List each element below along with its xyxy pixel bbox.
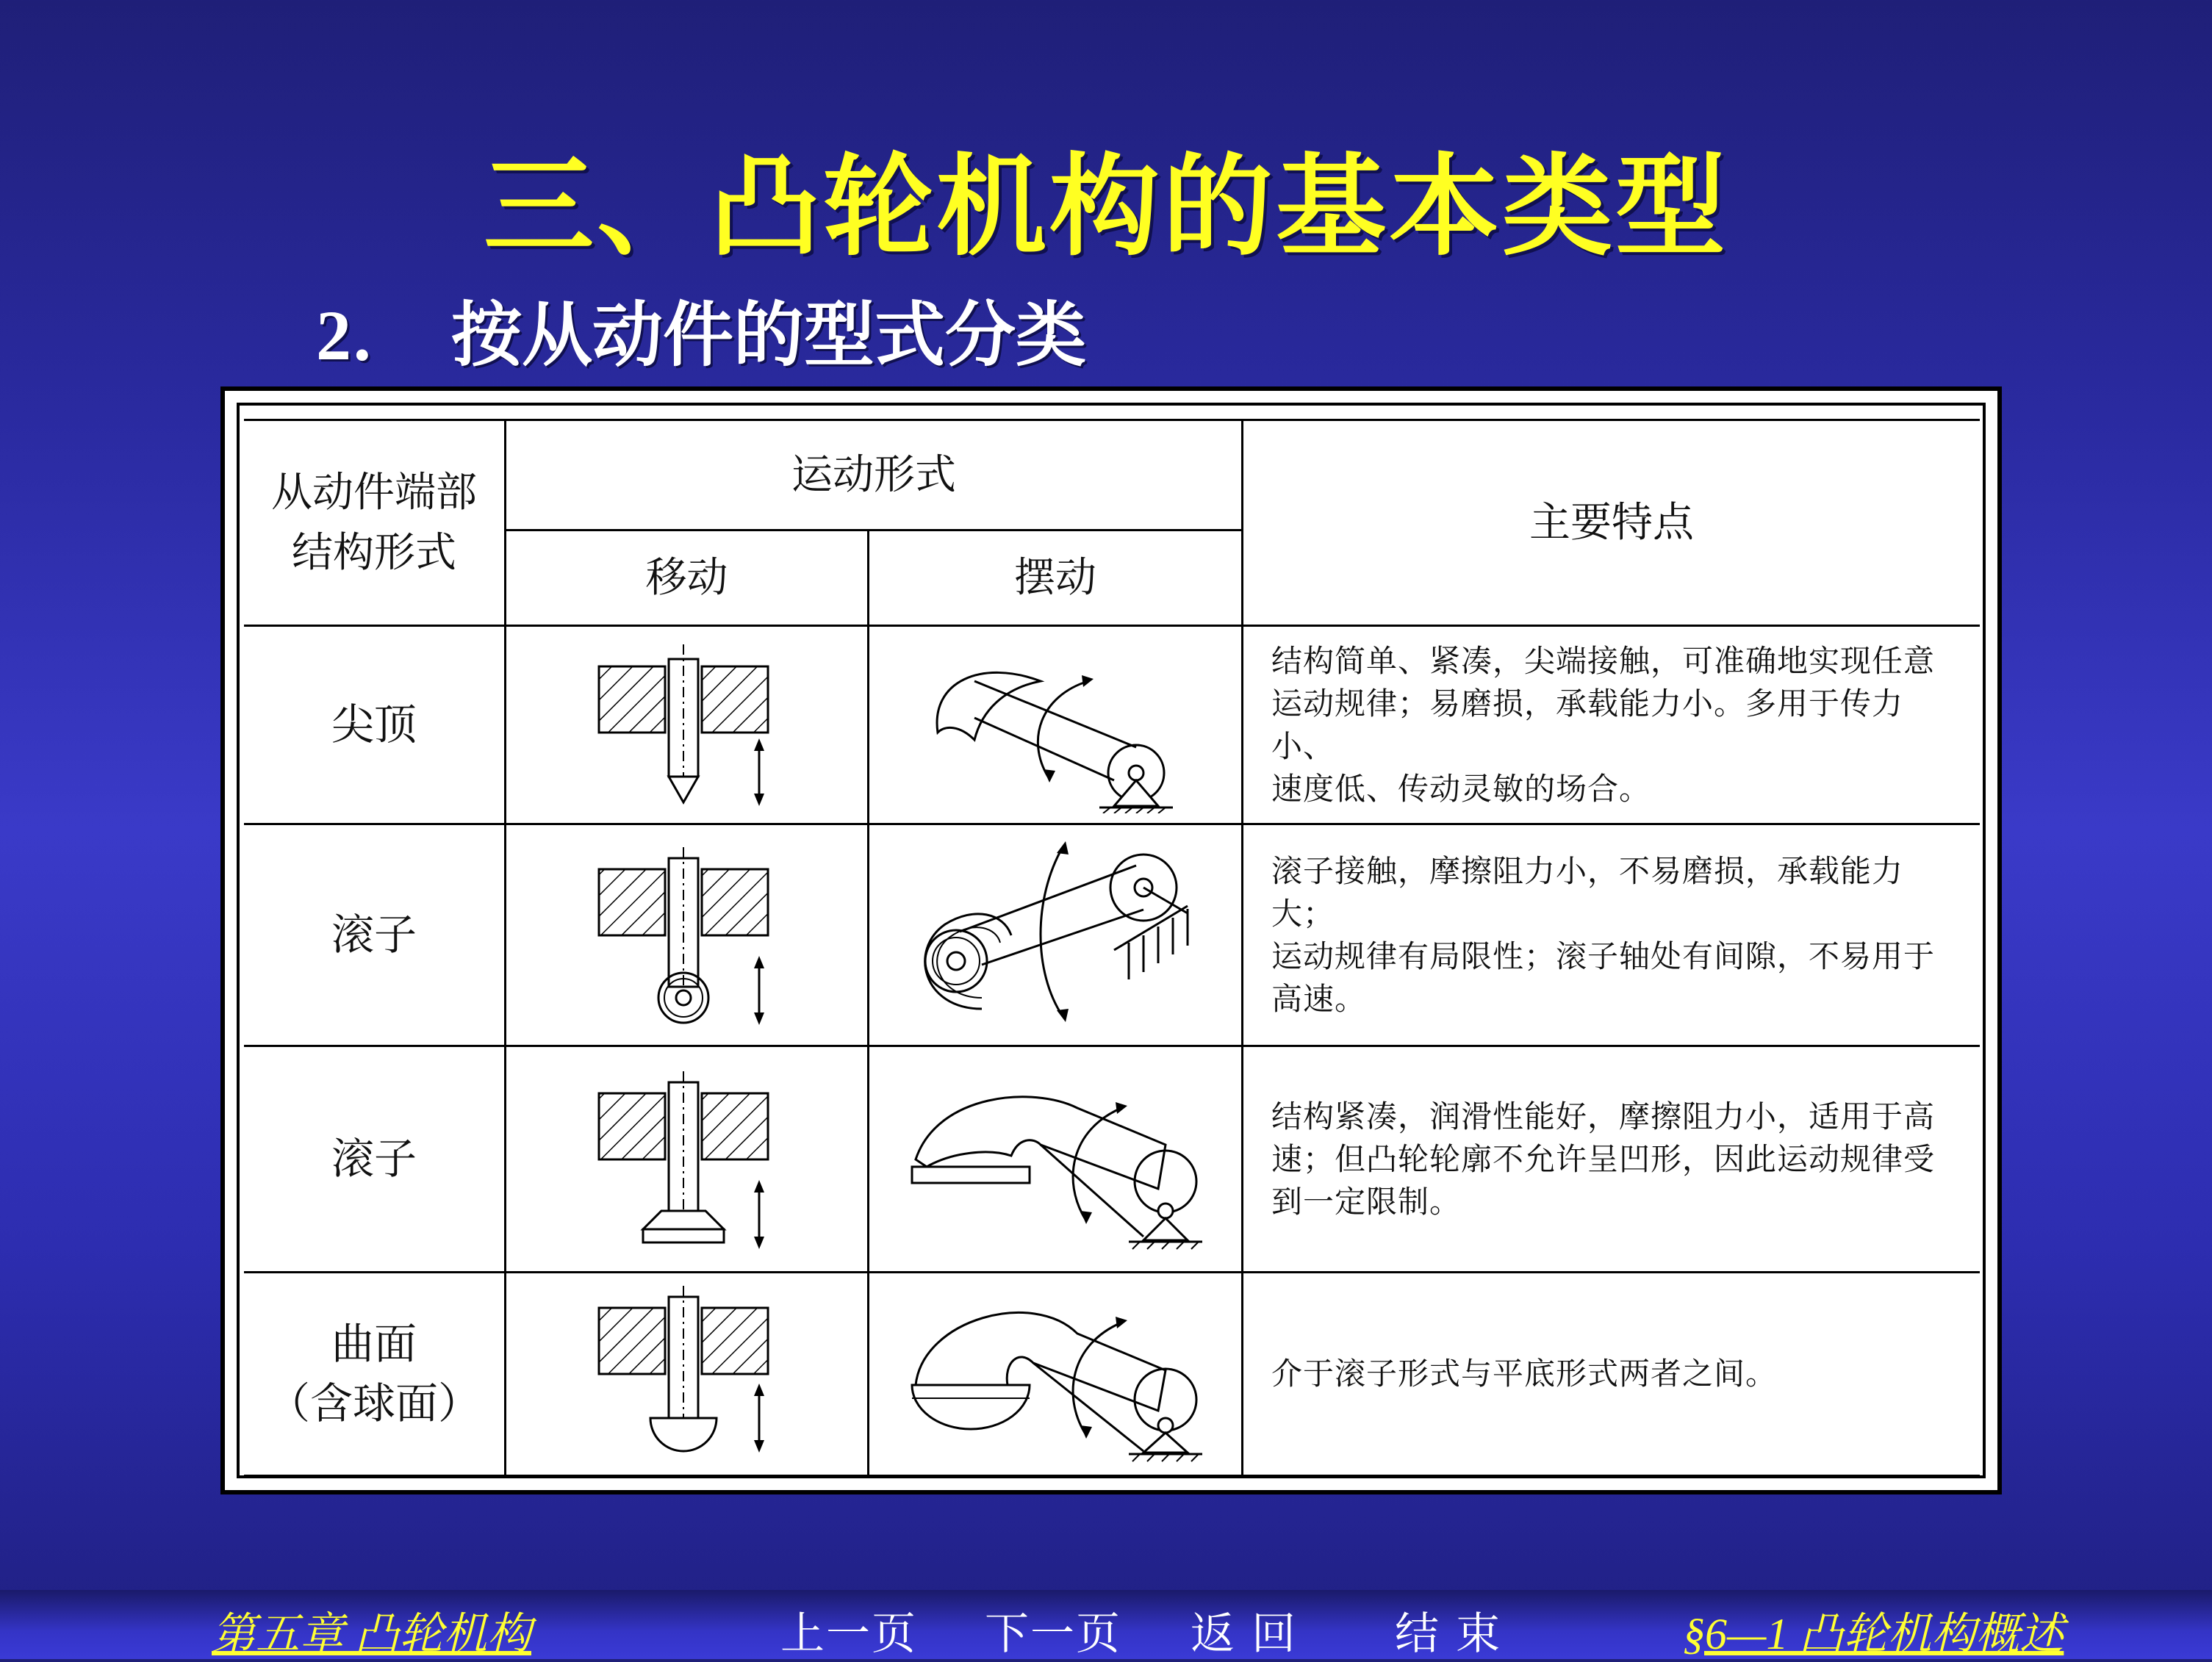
subtitle-number: 2． xyxy=(316,296,422,375)
header-structure-line1: 从动件端部 xyxy=(271,469,477,517)
chapter-link[interactable]: 第五章 凸轮机构 xyxy=(212,1610,531,1658)
slide-subtitle xyxy=(316,279,1086,380)
prev-page-button[interactable]: 上一页 xyxy=(780,1608,917,1660)
knife-edge-oscillating-icon xyxy=(894,637,1217,813)
desc-line: 运动规律有局限性；滚子轴处有间隙，不易用于 xyxy=(1271,938,1936,974)
row-label-curved xyxy=(244,1273,506,1475)
row-label-curved-line2: （含球面） xyxy=(267,1378,481,1428)
flat-faced-translating-icon xyxy=(592,1064,783,1255)
desc-line: 到一定限制。 xyxy=(1271,1183,1462,1220)
desc-line: 速；但凸轮轮廓不允许呈凹形，因此运动规律受 xyxy=(1271,1140,1936,1177)
header-features: 主要特点 xyxy=(1243,421,1980,627)
follower-type-table xyxy=(244,419,1980,1477)
desc-line: 结构紧凑，润滑性能好，摩擦阻力小，适用于高 xyxy=(1271,1098,1936,1134)
row-label-flat-faced: 滚子 xyxy=(244,1047,506,1273)
header-translate: 移动 xyxy=(506,531,869,627)
flat-faced-oscillating-icon xyxy=(894,1064,1217,1255)
knife-edge-features xyxy=(1243,627,1980,825)
row-label-roller: 滚子 xyxy=(244,825,506,1047)
desc-line: 介于滚子形式与平底形式两者之间。 xyxy=(1271,1356,1778,1392)
curved-translating-figure xyxy=(506,1273,869,1475)
header-motion: 运动形式 xyxy=(506,421,1243,531)
roller-oscillating-icon xyxy=(894,832,1217,1038)
desc-line: 速度低、传动灵敏的场合。 xyxy=(1271,770,1651,807)
section-link[interactable]: §6—1 凸轮机构概述 xyxy=(1683,1610,2064,1658)
header-structure-line2: 结构形式 xyxy=(292,528,456,577)
header-structure xyxy=(244,421,506,627)
roller-oscillating-figure xyxy=(869,825,1243,1047)
desc-line: 滚子接触，摩擦阻力小，不易磨损，承载能力大； xyxy=(1271,852,1904,932)
roller-features xyxy=(1243,825,1980,1047)
follower-type-table-frame xyxy=(220,386,2002,1494)
flat-faced-oscillating-figure xyxy=(869,1047,1243,1273)
knife-edge-translating-icon xyxy=(592,644,783,806)
flat-faced-features xyxy=(1243,1047,1980,1273)
knife-edge-translating-figure xyxy=(506,627,869,825)
knife-edge-oscillating-figure xyxy=(869,627,1243,825)
subtitle-text: 按从动件的型式分类 xyxy=(451,294,1086,376)
row-label-curved-line1: 曲面 xyxy=(331,1318,417,1369)
row-label-knife-edge: 尖顶 xyxy=(244,627,506,825)
roller-translating-icon xyxy=(592,840,783,1031)
header-oscillate: 摆动 xyxy=(869,531,1243,627)
end-button[interactable]: 结 束 xyxy=(1395,1608,1502,1660)
curved-oscillating-icon xyxy=(894,1282,1217,1466)
desc-line: 高速。 xyxy=(1271,980,1367,1017)
roller-translating-figure xyxy=(506,825,869,1047)
curved-translating-icon xyxy=(592,1286,783,1462)
flat-faced-translating-figure xyxy=(506,1047,869,1273)
curved-oscillating-figure xyxy=(869,1273,1243,1475)
desc-line: 结构简单、紧凑，尖端接触，可准确地实现任意 xyxy=(1271,642,1936,679)
curved-features xyxy=(1243,1273,1980,1475)
slide-title: 三、凸轮机构的基本类型 xyxy=(483,143,1728,271)
next-page-button[interactable]: 下一页 xyxy=(985,1608,1121,1660)
back-button[interactable]: 返 回 xyxy=(1191,1608,1298,1660)
desc-line: 运动规律；易磨损，承载能力小。多用于传力小、 xyxy=(1271,685,1904,764)
